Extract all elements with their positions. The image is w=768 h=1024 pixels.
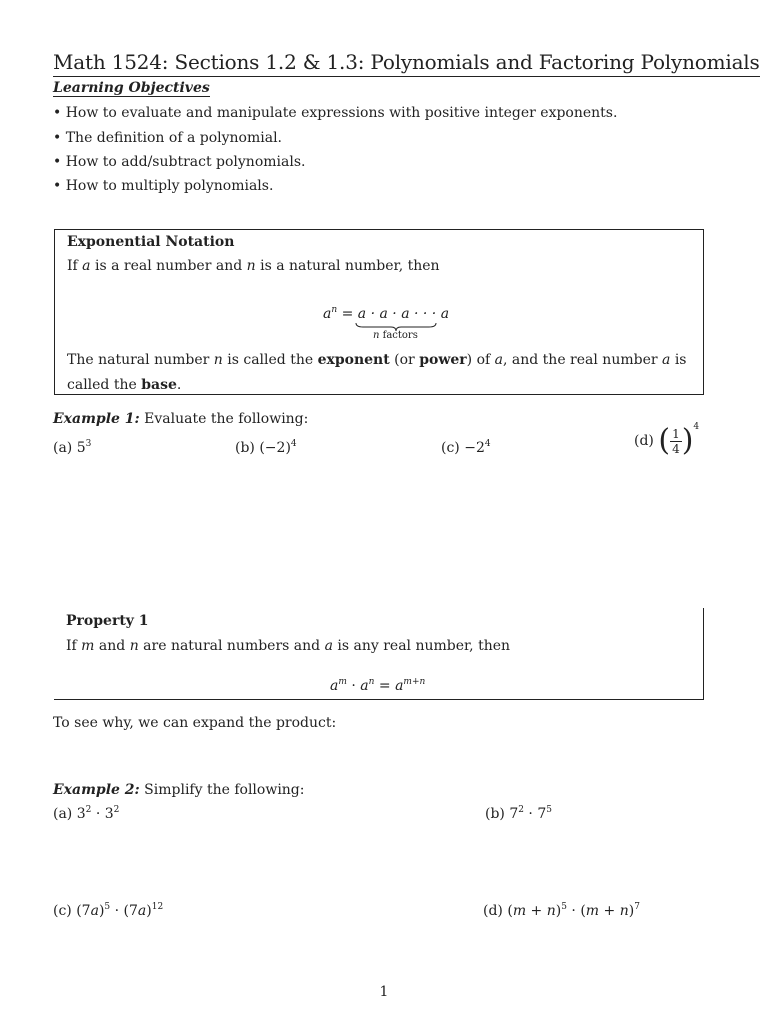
objective-item-text: How to evaluate and manipulate expressions with positive integer exponents.	[65, 105, 618, 121]
expand-text: To see why, we can expand the product:	[53, 715, 337, 731]
formula-base: a	[323, 306, 332, 322]
exponent-formula: $a^n = a \cdot a \cdot a$ · · · a	[323, 305, 450, 322]
objective-item: • How to add/subtract polynomials.	[53, 154, 306, 170]
objectives-heading: Learning Objectives	[53, 80, 210, 96]
property1-formula: $a^m \cdot a^n = a^{m+n}$	[330, 677, 426, 694]
brace-label: n factors	[373, 330, 418, 341]
box-intro: If m and n are natural numbers and a is any real number, then	[66, 638, 511, 654]
example-label: Example 1:	[53, 411, 140, 427]
formula-product: a · a · a · · · a	[357, 306, 450, 322]
formula-exponent: n	[331, 305, 338, 315]
objective-item: • The definition of a polynomial.	[53, 130, 282, 146]
example2-part-b: (b) $7^2 \cdot 7^5$	[485, 805, 552, 822]
page-title: Math 1524: Sections 1.2 & 1.3: Polynomials and Factoring Polynomials	[53, 50, 760, 77]
example2-part-a: (a) $3^2 \cdot 3^2$	[53, 805, 120, 822]
example2-part-c: (c) $(7a)^5 \cdot (7a)^{12}$	[53, 902, 164, 919]
example1-part-d: (d) ( $\frac{1}{4}$ )$^4$	[634, 422, 700, 458]
objective-item: • How to evaluate and manipulate expressions with positive integer exponents.	[53, 105, 618, 121]
box-description: The natural number n is called the exponent (or power) of a, and the real number a is called the base.	[67, 352, 687, 393]
example1-part-a: (a) $5^3$	[53, 439, 92, 456]
example-prompt: Simplify the following:	[144, 782, 305, 798]
box-heading: Property 1	[66, 613, 149, 629]
box-intro: If a is a real number and n is a natural number, then	[67, 258, 440, 274]
exponential-notation-box	[54, 229, 704, 395]
example2-part-d: (d) $(m + n)^5 \cdot (m + n)^7$	[483, 902, 640, 919]
example1-part-c: $(c) -2^4$	[441, 439, 491, 456]
objective-item-text: How to multiply polynomials.	[65, 178, 274, 194]
example-prompt: Evaluate the following:	[144, 411, 309, 427]
example1-part-b: (b) $(-2)^4$	[235, 439, 297, 456]
property1-box	[54, 608, 704, 700]
box-heading: Exponential Notation	[67, 234, 235, 250]
page-number: 1	[379, 984, 389, 1000]
objective-item: • How to multiply polynomials.	[53, 178, 274, 194]
objective-item-text: How to add/subtract polynomials.	[65, 154, 306, 170]
objective-item-text: The definition of a polynomial.	[65, 130, 282, 146]
example-label: Example 2:	[53, 782, 140, 798]
example2-heading	[53, 782, 305, 798]
example1-heading	[53, 411, 308, 427]
